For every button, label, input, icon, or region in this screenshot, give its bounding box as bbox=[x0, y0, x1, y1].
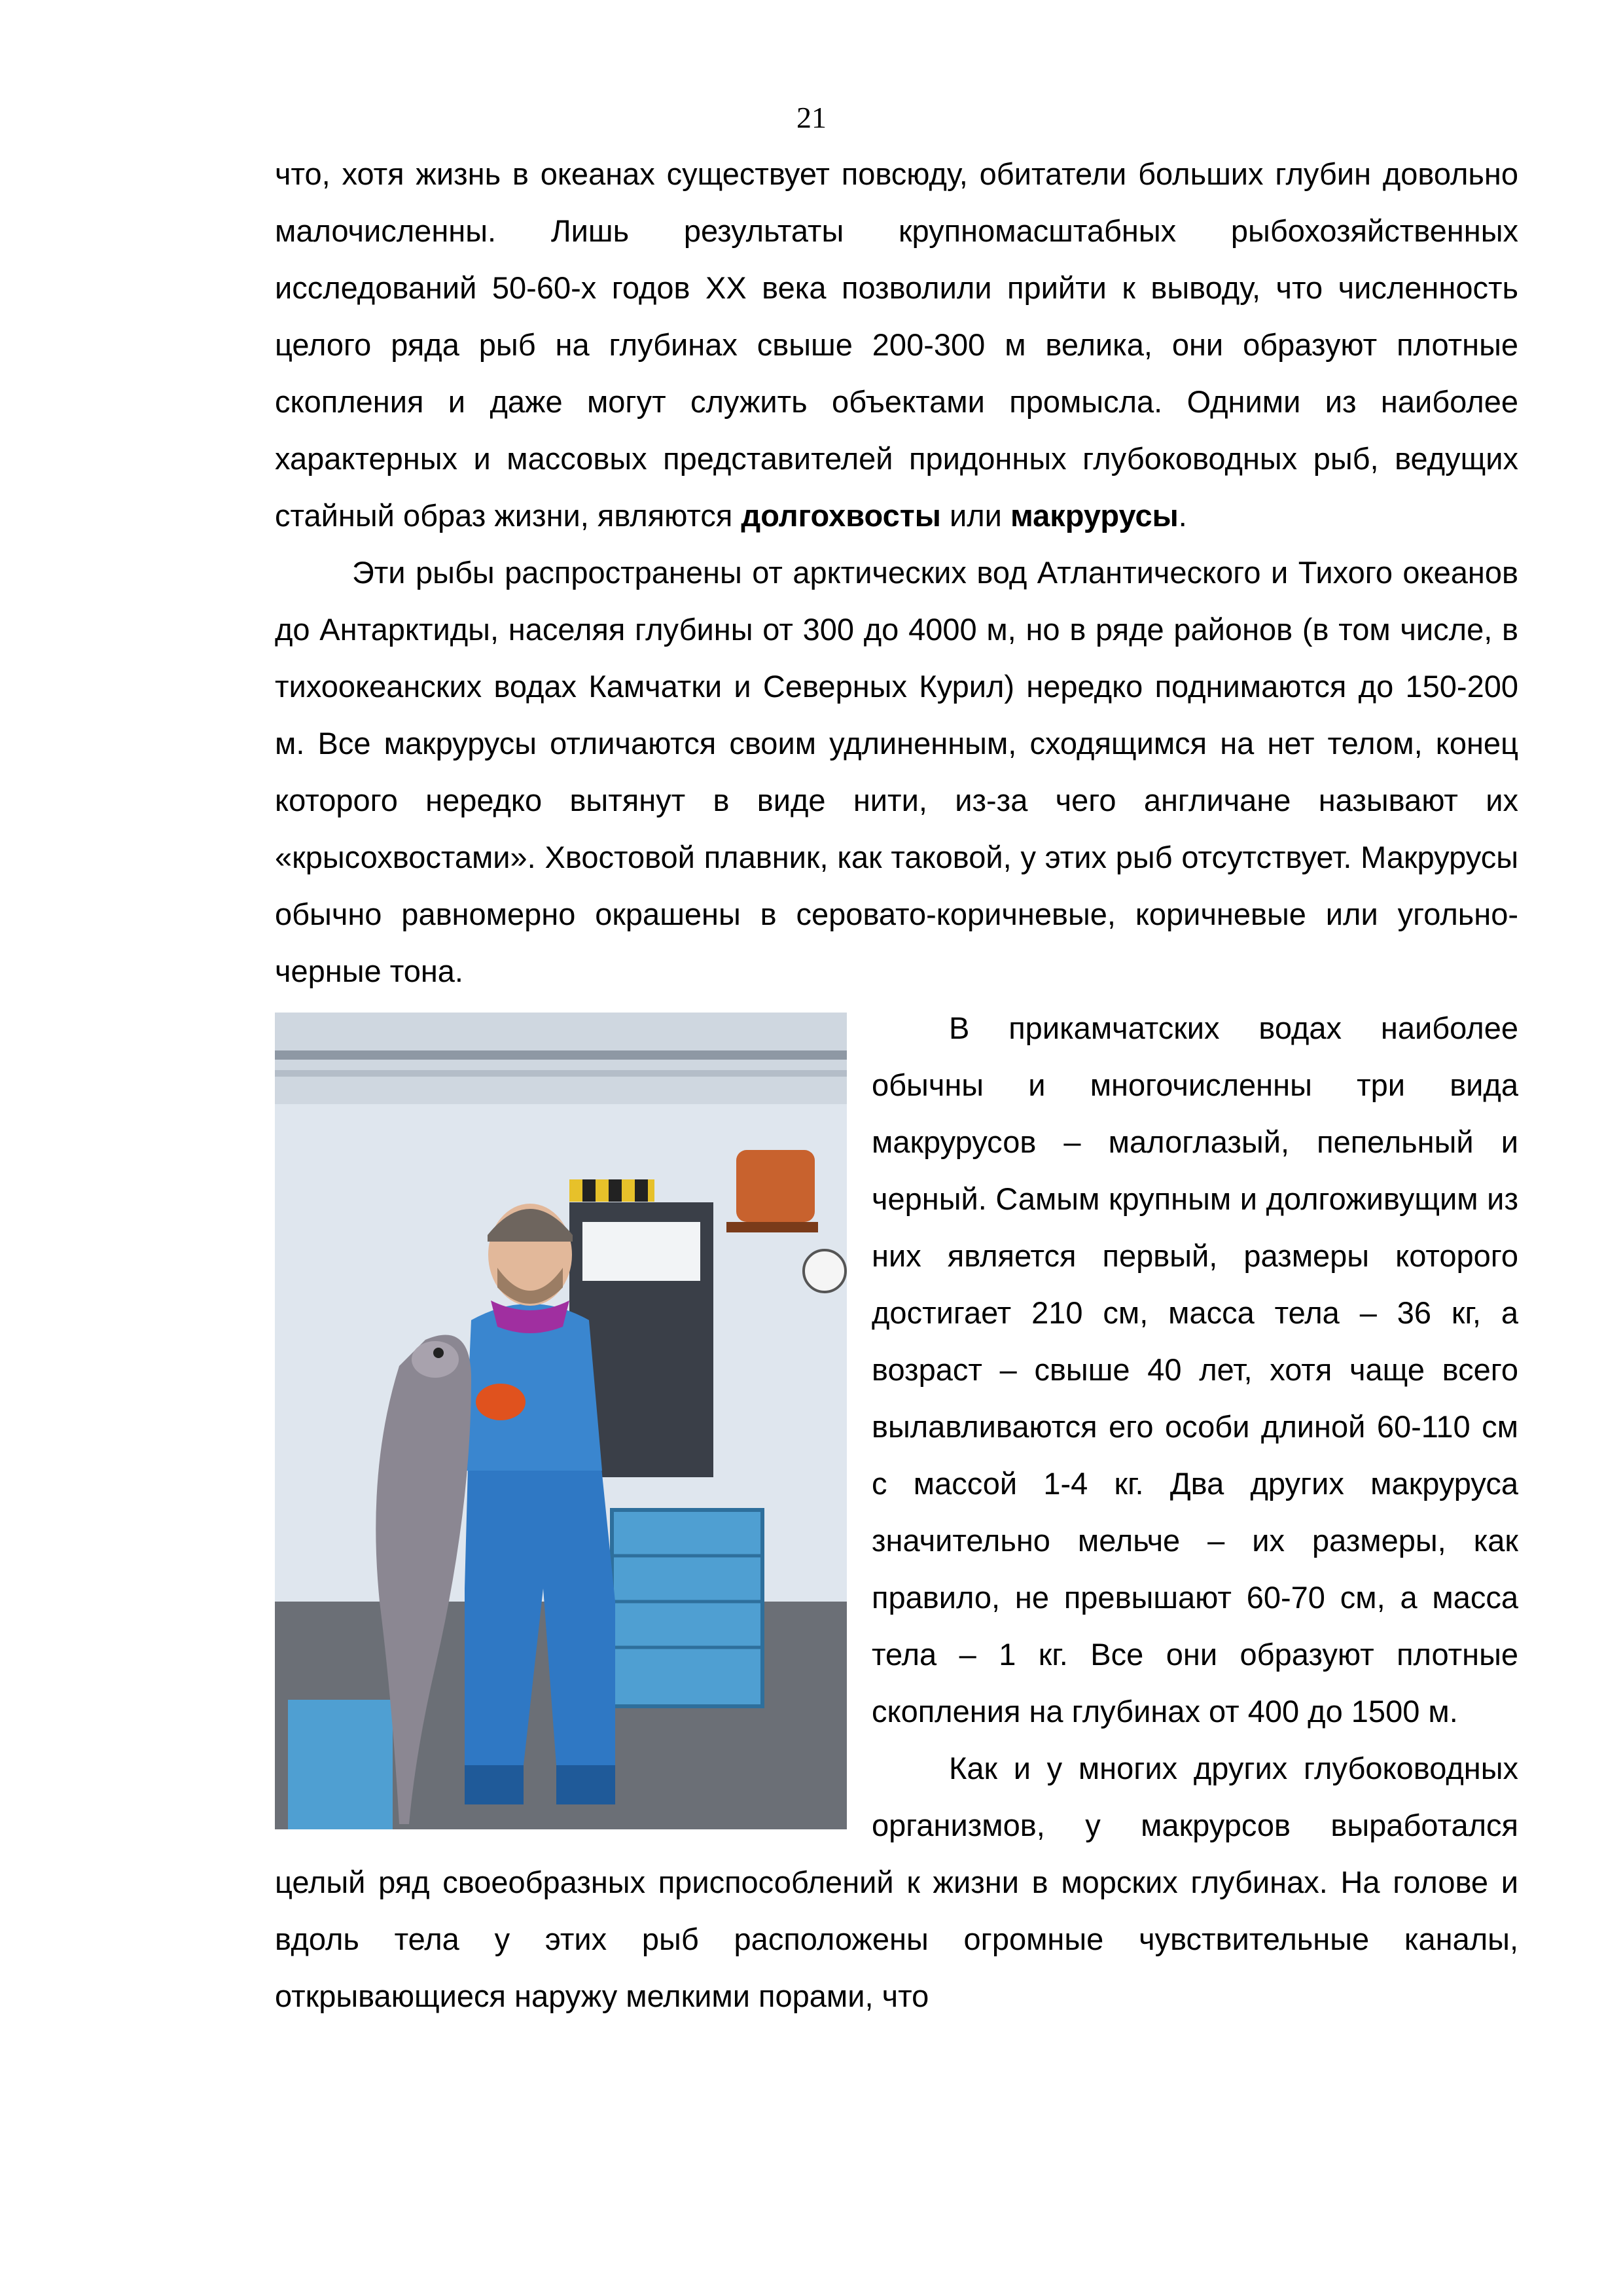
paragraph-2-container bbox=[275, 544, 1518, 999]
paragraph-1 bbox=[275, 145, 1518, 544]
text-body bbox=[275, 145, 1518, 2024]
paragraph-1-text: что, хотя жизнь в океанах существует повсюду, обитатели больших глубин довольно малочисленны. Лишь результаты крупномасштабных рыбохозяйственных исследований 50-60-х годов XX века позволили прийти к выводу, что численность целого ряда рыб на глубинах свыше 200-300 м велика, они образуют плотные скопления и даже могут служить объектами промысла. Одними из наиболее характерных и массовых представителей придонных глубоководных рыб, ведущих стайный образ жизни, являются bbox=[275, 156, 1518, 533]
paragraph-3: В прикамчатских водах наиболее обычны и многочисленны три вида макрурусов – малоглазый, пепельный и черный. Самым крупным и долгоживущим из них является первый, размеры которого достигает 210 см, масса тела – 36 кг, а возраст – свыше 40 лет, хотя чаще всего вылавливаются его особи длиной 60-110 см с массой 1-4 кг. Два других макруруса значительно мельче – их размеры, как правило, не превышают 60-70 см, а масса тела – 1 кг. Все они образуют плотные скопления на глубинах от 400 до 1500 м. bbox=[872, 1011, 1518, 1729]
paragraph-4: Как и у многих других глубоководных организмов, у макрурсов выработался целый ряд своеобразных приспособлений к жизни в морских глубинах. На голове и вдоль тела у этих рыб расположены огромные чувствительные каналы, открывающиеся наружу мелкими порами, что bbox=[275, 1751, 1518, 2013]
term-dolgokhvosty: долгохвосты bbox=[741, 498, 941, 533]
page-number: 21 bbox=[796, 101, 827, 134]
fisherman-photo bbox=[275, 1013, 847, 1829]
paragraph-1-connector: или bbox=[940, 498, 1010, 533]
photo-illustration bbox=[275, 1013, 847, 1829]
term-makrurusy: макрурусы bbox=[1010, 498, 1179, 533]
paragraph-1-end: . bbox=[1178, 498, 1187, 533]
paragraph-2: Эти рыбы распространены от арктических вод Атлантического и Тихого океанов до Антарктиды, населяя глубины от 300 до 4000 м, но в ряде районов (в том числе, в тихоокеанских водах Камчатки и Северных Курил) нередко поднимаются до 150-200 м. Все макрурусы отличаются своим удлиненным, сходящимся на нет телом, конец которого нередко вытянут в виде нити, из-за чего англичане называют их «крысохвостами». Хвостовой плавник, как таковой, у этих рыб отсутствует. Макрурусы обычно равномерно окрашены в серовато-коричневые, коричневые или угольно-черные тона. bbox=[275, 555, 1518, 988]
